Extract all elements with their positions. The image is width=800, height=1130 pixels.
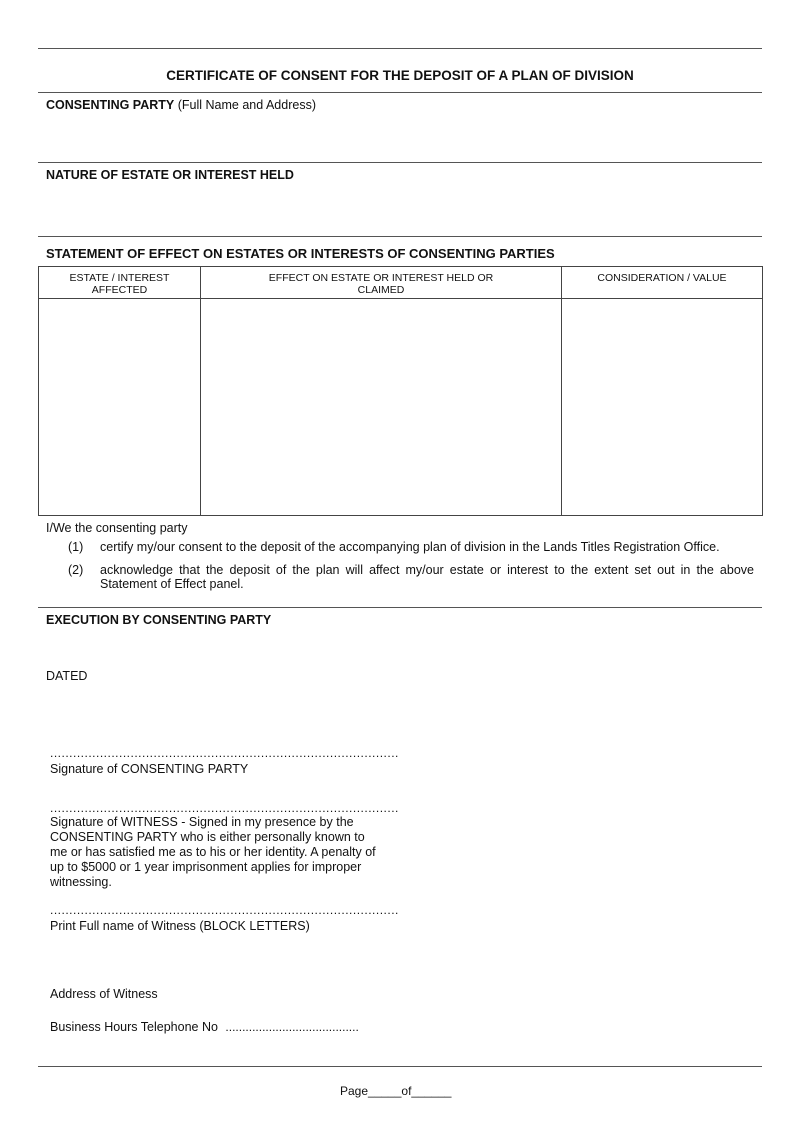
consent-intro: I/We the consenting party — [46, 521, 188, 535]
effect-entry-cell[interactable] — [201, 299, 562, 516]
column-estate-interest — [39, 267, 201, 299]
column-effect-line1: EFFECT ON ESTATE OR INTEREST HELD OR — [268, 272, 494, 284]
witness-signature-label: Signature of WITNESS - Signed in my presence by the CONSENTING PARTY who is either personally known to me or has satisfied me as to his or her identity. A penalty of up to $5000 or 1 year imprisonment applies for improper witnessing. — [50, 815, 376, 889]
consent-item-1-text: certify my/our consent to the deposit of the accompanying plan of division in the Lands Titles Registration Office. — [100, 540, 720, 554]
column-effect-line2: CLAIMED — [357, 284, 405, 296]
rule-after-party — [38, 162, 762, 163]
column-estate-line2: AFFECTED — [91, 284, 148, 296]
estate-entry-cell[interactable] — [39, 299, 201, 516]
statement-header-row — [39, 267, 763, 299]
witness-name-line[interactable]: ........................................................................................... — [50, 903, 399, 917]
consenting-party-label: CONSENTING PARTY — [46, 98, 175, 112]
consenting-party-section — [46, 98, 316, 113]
phone-line[interactable]: ........................................ — [225, 1020, 359, 1034]
rule-before-execution — [38, 607, 762, 608]
statement-heading: STATEMENT OF EFFECT ON ESTATES OR INTERESTS OF CONSENTING PARTIES — [46, 246, 555, 261]
page-title: CERTIFICATE OF CONSENT FOR THE DEPOSIT OF A PLAN OF DIVISION — [166, 68, 634, 83]
consent-item-2-text: acknowledge that the deposit of the plan will affect my/our estate or interest to the extent set out in the above Statement of Effect panel. — [100, 563, 754, 591]
page-number: Page_____of______ — [340, 1084, 452, 1098]
column-effect — [201, 267, 562, 299]
column-estate-line1: ESTATE / INTEREST — [69, 272, 170, 284]
witness-name-label: Print Full name of Witness (BLOCK LETTERS) — [50, 919, 310, 933]
witness-address-label: Address of Witness — [50, 987, 158, 1001]
execution-heading: EXECUTION BY CONSENTING PARTY — [46, 613, 272, 627]
statement-entry-row — [39, 299, 763, 516]
consent-item-2-number: (2) — [68, 563, 84, 577]
party-signature-line[interactable]: ........................................................................................... — [50, 746, 399, 760]
statement-table — [38, 266, 763, 516]
bottom-rule — [38, 1066, 762, 1067]
top-rule — [38, 48, 762, 49]
witness-signature-line[interactable]: ........................................................................................... — [50, 801, 399, 815]
consent-item-1-number: (1) — [68, 540, 84, 554]
rule-after-nature — [38, 236, 762, 237]
dated-label: DATED — [46, 669, 88, 683]
phone-label: Business Hours Telephone No — [50, 1020, 218, 1034]
nature-label: NATURE OF ESTATE OR INTEREST HELD — [46, 168, 294, 182]
consenting-party-note: (Full Name and Address) — [177, 98, 316, 112]
column-consideration-line1: CONSIDERATION / VALUE — [597, 272, 727, 284]
consideration-entry-cell[interactable] — [562, 299, 763, 516]
rule-under-title — [38, 92, 762, 93]
column-consideration — [562, 267, 763, 299]
phone-row — [50, 1020, 359, 1035]
party-signature-label: Signature of CONSENTING PARTY — [50, 762, 249, 776]
